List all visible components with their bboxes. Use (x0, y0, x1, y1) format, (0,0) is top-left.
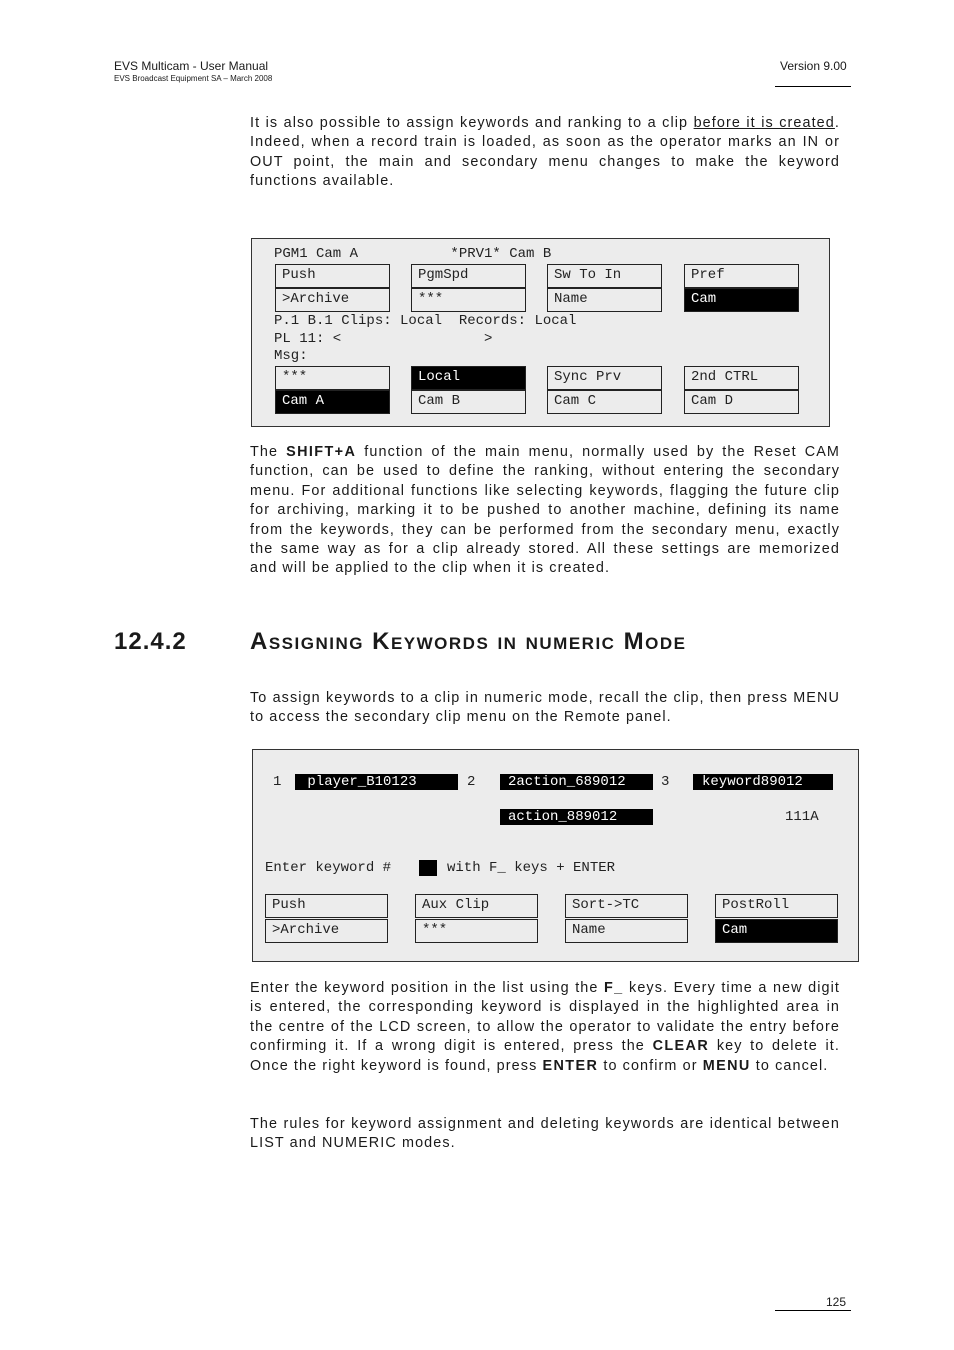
lcd1-cell-bottom: *** (411, 288, 526, 312)
lcd1-cell-bottom: >Archive (275, 288, 390, 312)
keyword-entry-paragraph (250, 979, 840, 1076)
rules-paragraph: The rules for keyword assignment and deleting keywords are identical between LIST and NUMERIC modes. (250, 1116, 840, 1152)
lcd1-cell-bottom: Cam D (684, 390, 799, 414)
p4-key-menu: MENU (702, 1057, 751, 1074)
lcd2-prompt-hint: with F_ keys + ENTER (447, 860, 616, 876)
lcd1-pl-line: PL 11: < > (274, 331, 493, 347)
lcd1-cell-top: Sw To In (547, 264, 662, 288)
p4-key-enter: ENTER (542, 1057, 599, 1074)
intro-text-a: It is also possible to assign keywords and ranking to a clip (250, 115, 694, 131)
footer-rule (775, 1310, 851, 1311)
lcd2-center-keyword: action_889012 (500, 809, 653, 825)
p4-text-c: keys. Every time a new digit is entered, the corresponding keyword is displayed in the highlighted area in the centre of the LCD screen, to allow the operator to validate the entry before confirming it. If a wrong digit is entered, press the (250, 980, 841, 1055)
manual-title: EVS Multicam - User Manual (114, 59, 269, 73)
lcd2-slot3-number: 3 (661, 774, 670, 790)
numeric-mode-intro: To assign keywords to a clip in numeric mode, recall the clip, then press MENU to access the secondary clip menu on the Remote panel. (250, 690, 840, 726)
p2-text-a: The (250, 444, 287, 460)
lcd2-slot1-keyword: player_B10123 (295, 774, 458, 790)
p4-text-i: to cancel. (750, 1057, 829, 1074)
lcd1-msg-line: Msg: (274, 348, 308, 364)
p2-text-c: function of the main menu, normally used by the Reset CAM function, can be used to define the ranking, without entering the secondary menu. For additional functions like selecting keywords, flagging the future clip for archiving, marking it to be pushed to another machine, defining its name from the keywords, they can be performed from the secondary menu, exactly the same way as for a clip already stored. All these settings are memorized and will be applied to the clip when it is created. (250, 444, 840, 577)
lcd1-cell-bottom: Cam B (411, 390, 526, 414)
lcd2-cell-bottom: >Archive (265, 919, 388, 943)
header-rule (775, 86, 851, 87)
lcd1-cell-top: Pref (684, 264, 799, 288)
lcd1-cell-top: PgmSpd (411, 264, 526, 288)
p4-text-a: Enter the keyword position in the list using the (250, 980, 604, 996)
lcd2-cell-bottom: *** (415, 919, 538, 943)
lcd2-cell-top: Push (265, 894, 388, 918)
page-number: 125 (826, 1295, 847, 1309)
lcd2-cell-top: Sort->TC (565, 894, 688, 918)
lcd1-cell-top: Sync Prv (547, 366, 662, 390)
lcd2-cell-top: PostRoll (715, 894, 838, 918)
manual-subtitle: EVS Broadcast Equipment SA – March 2008 (114, 74, 273, 83)
lcd2-input-block (419, 860, 437, 876)
lcd2-slot3-keyword: keyword89012 (693, 774, 833, 790)
lcd2-cell-top: Aux Clip (415, 894, 538, 918)
lcd2-prompt-text: Enter keyword # (265, 860, 392, 876)
section-title: Assigning Keywords in numeric Mode (250, 628, 687, 655)
lcd1-cell-bottom: Name (547, 288, 662, 312)
lcd2-code: 111A (785, 809, 819, 825)
lcd2-cell-bottom: Name (565, 919, 688, 943)
p2-key-shift-a: SHIFT+A (286, 444, 357, 460)
intro-text-b: . Indeed, when a record train is loaded, as soon as the operator marks an IN or OUT point, the main and secondary menu changes to make the keyword functions available. (250, 115, 841, 190)
lcd1-cell-bottom-highlighted: Cam (684, 288, 799, 312)
lcd-screen-main-menu (251, 238, 830, 427)
p4-key-f: F_ (603, 980, 624, 996)
lcd1-cell-top-highlighted: Local (411, 366, 526, 390)
manual-version: Version 9.00 (780, 59, 847, 73)
lcd1-cell-bottom-highlighted: Cam A (275, 390, 390, 414)
lcd2-cell-bottom-highlighted: Cam (715, 919, 838, 943)
intro-paragraph (250, 114, 840, 192)
p4-key-clear: CLEAR (652, 1038, 710, 1055)
lcd-screen-secondary-menu (252, 749, 859, 962)
lcd1-status-line: PGM1 Cam A *PRV1* Cam B (274, 246, 552, 262)
lcd1-cell-top: 2nd CTRL (684, 366, 799, 390)
lcd1-cell-top: *** (275, 366, 390, 390)
shift-a-paragraph (250, 443, 840, 579)
lcd2-slot1-number: 1 (273, 774, 282, 790)
p4-text-e: key to delete it. Once the right keyword is found, press (250, 1038, 840, 1074)
section-number: 12.4.2 (114, 628, 187, 655)
p4-text-g: to confirm or (598, 1057, 703, 1074)
lcd1-info-line: P.1 B.1 Clips: Local Records: Local (274, 313, 577, 329)
lcd2-slot2-keyword: 2action_689012 (500, 774, 653, 790)
lcd1-cell-bottom: Cam C (547, 390, 662, 414)
lcd1-cell-top: Push (275, 264, 390, 288)
lcd2-slot2-number: 2 (467, 774, 476, 790)
intro-underlined-text: before it is created (693, 115, 835, 131)
